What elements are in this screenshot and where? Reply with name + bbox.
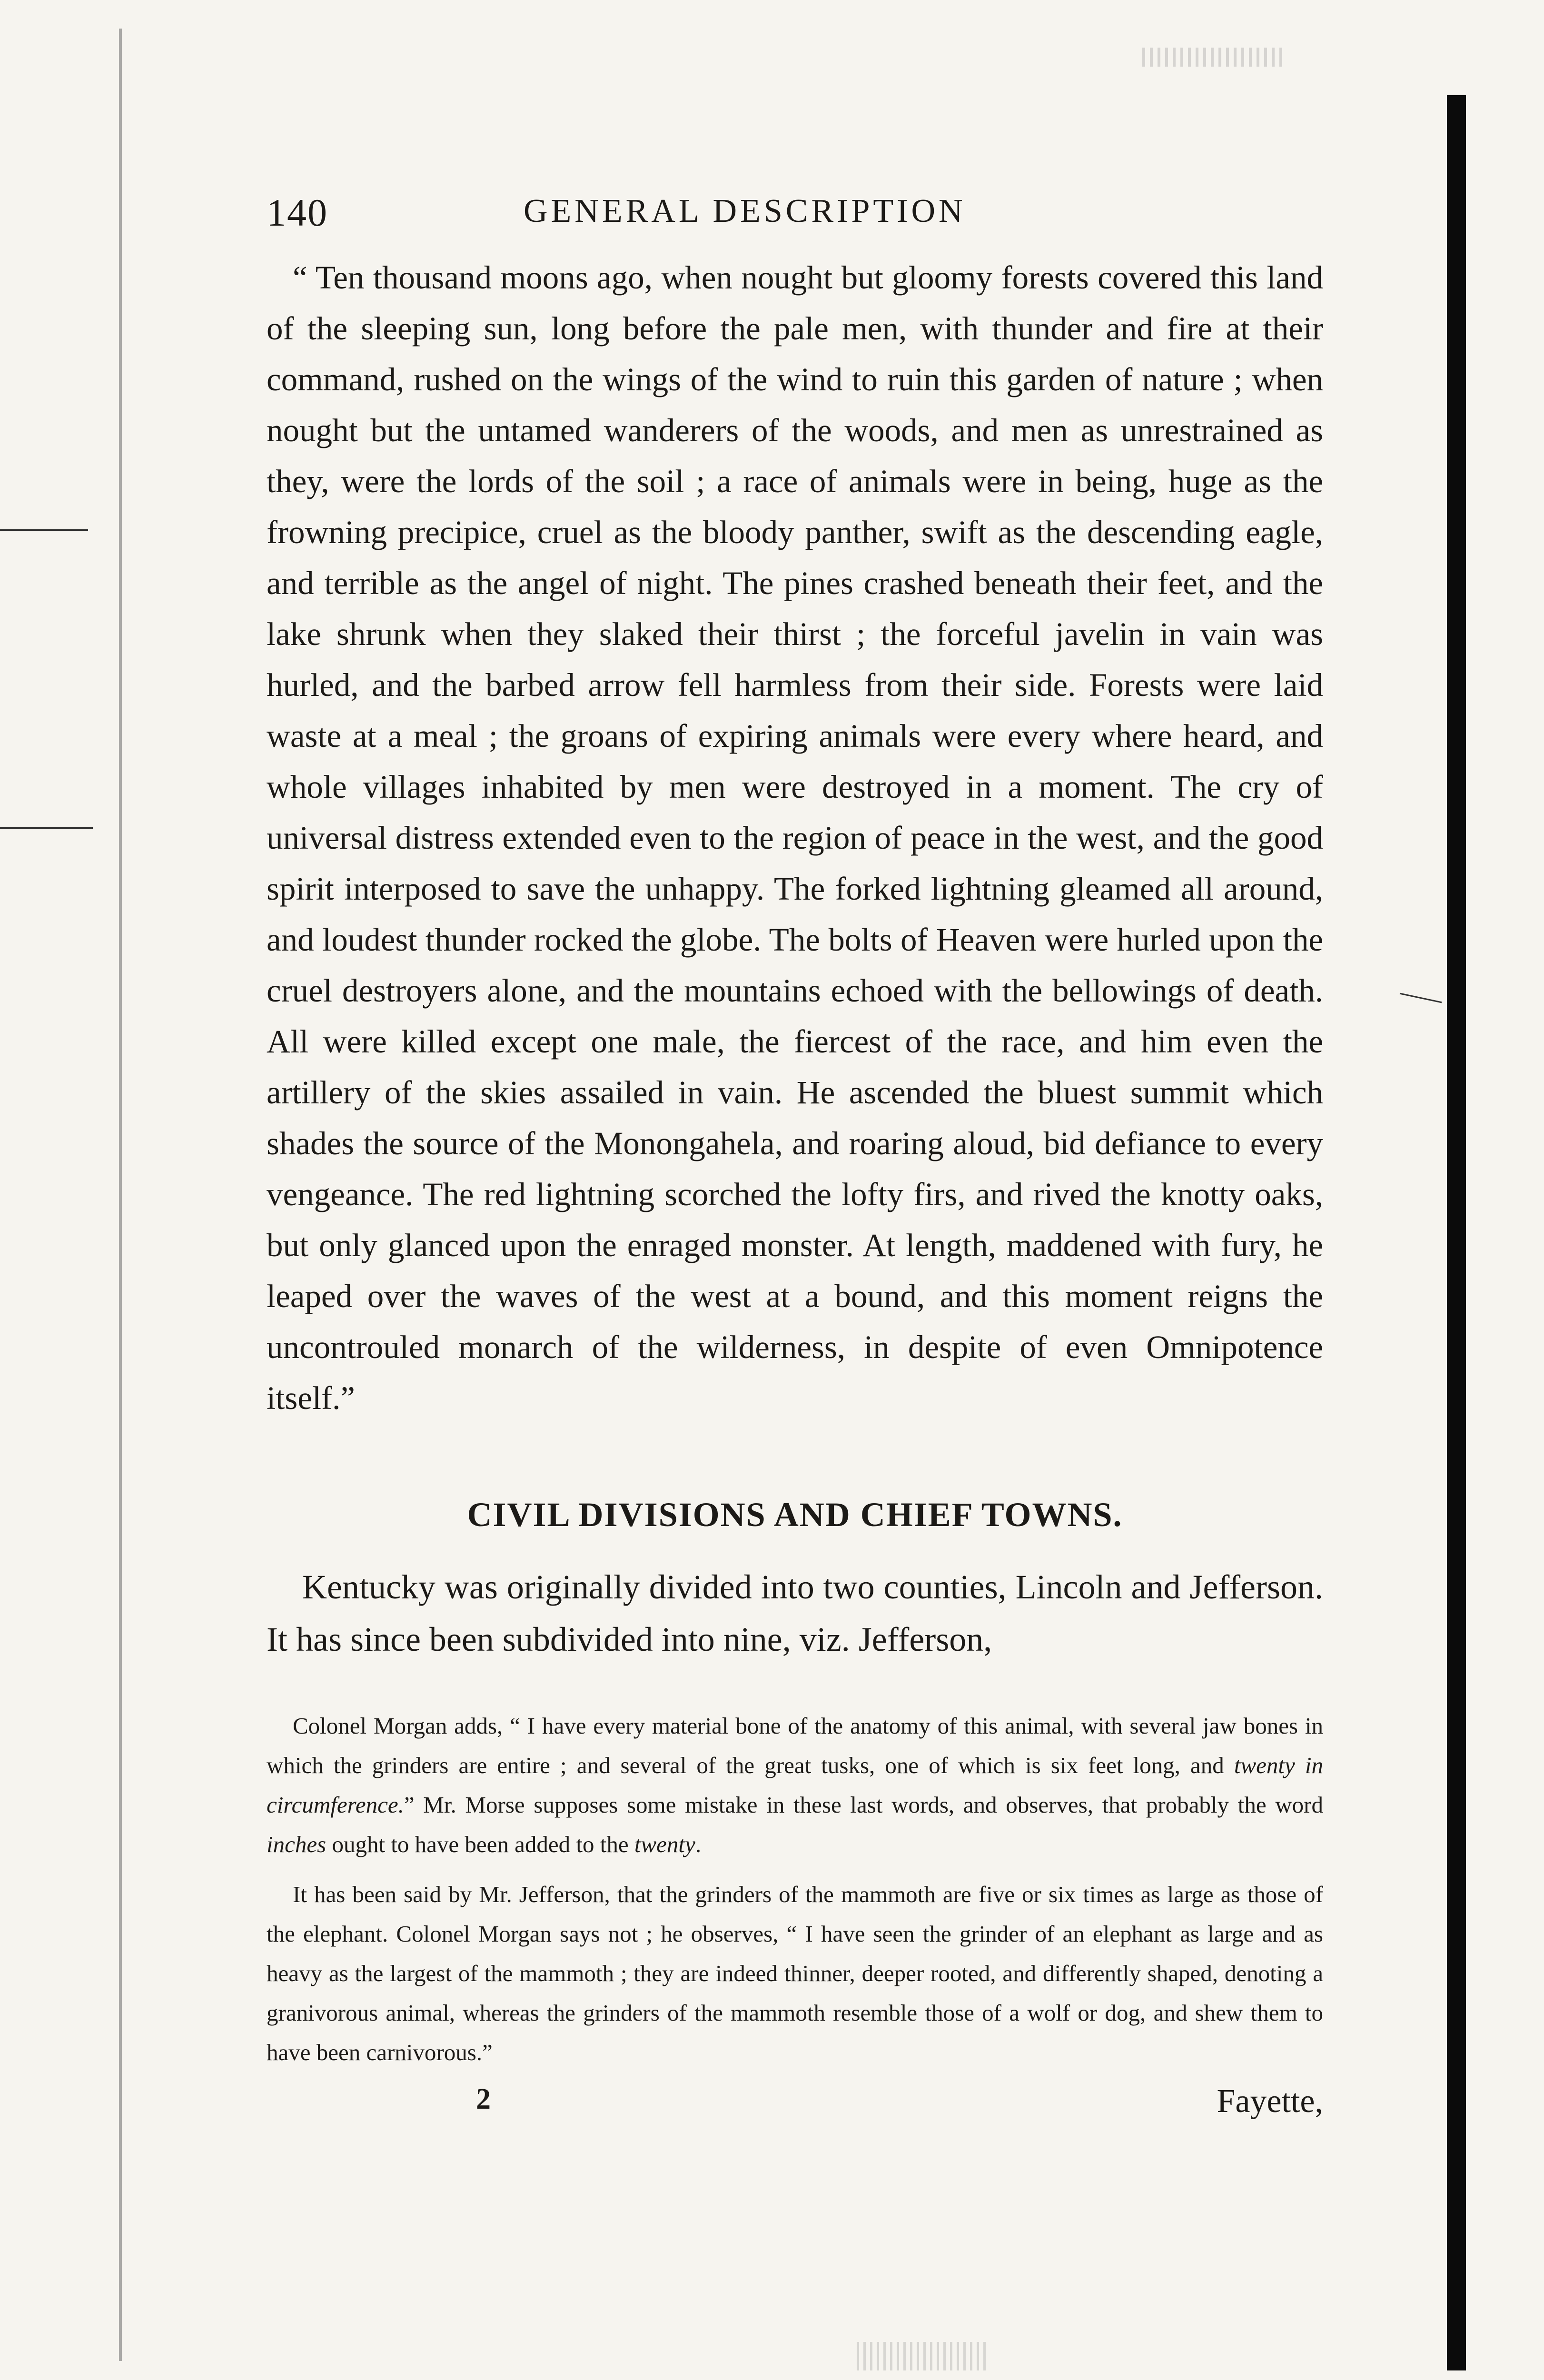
- signature-mark: 2: [476, 2083, 491, 2115]
- margin-rule-mark: [0, 529, 88, 531]
- footnotes: [267, 1706, 1323, 2072]
- section-heading: CIVIL DIVISIONS AND CHIEF TOWNS.: [467, 1496, 1123, 1534]
- page-content: [267, 190, 1323, 2135]
- footnote-italic: twenty: [634, 1831, 695, 1857]
- footnote-morgan: [267, 1706, 1323, 1864]
- footnote-italic: inches: [267, 1831, 327, 1857]
- page-foot: [267, 2082, 1323, 2135]
- footnote-text: .: [695, 1831, 702, 1857]
- footnote-jefferson: It has been said by Mr. Jefferson, that the grinders of the mammoth are five or six times as large as those of the elephant. Colonel Morgan says not ; he observes, “ I have seen the grinder of an elephant as large and as heavy as the largest of the mammoth ; they are indeed thinner, deeper rooted, and differently shaped, denoting a granivorous animal, whereas the grinders of the mammoth resemble those of a wolf or dog, and shew them to have been carnivorous.”: [267, 1881, 1323, 2065]
- margin-rule-mark: [0, 827, 93, 829]
- footnote-text: ” Mr. Morse supposes some mistake in these last words, and observes, that probably the word: [404, 1792, 1323, 1818]
- left-page-edge: [119, 29, 122, 2361]
- page-number: 140: [267, 191, 328, 234]
- running-head: [267, 190, 1323, 243]
- quotation-paragraph: “ Ten thousand moons ago, when nought but gloomy forests covered this land of the sleeping sun, long before the pale men, with thunder and fire at their command, rushed on the wings of the wind to ruin this garden of nature ; when nought but the untamed wanderers of the woods, and men as unrestrained as they, were the lords of the soil ; a race of animals were in being, huge as the frowning precipice, cruel as the bloody panther, swift as the descending eagle, and terrible as the angel of night. The pines crashed beneath their feet, and the lake shrunk when they slaked their thirst ; the forceful javelin in vain was hurled, and the barbed arrow fell harmless from their side. Forests were laid waste at a meal ; the groans of expiring animals were every where heard, and whole villages inhabited by men were destroyed in a moment. The cry of universal distress extended even to the region of peace in the west, and the good spirit interposed to save the unhappy. The forked lightning gleamed all around, and loudest thunder rocked the globe. The bolts of Heaven were hurled upon the cruel destroyers alone, and the mountains echoed with the bellowings of death. All were killed except one male, the fiercest of the race, and him even the artillery of the skies assailed in vain. He ascended the bluest summit which shades the source of the Monongahela, and roaring aloud, bid defiance to every vengeance. The red lightning scorched the lofty firs, and rived the knotty oaks, but only glanced upon the enraged monster. At length, maddened with fury, he leaped over the waves of the west at a bound, and this moment reigns the uncontrouled monarch of the wilderness, in despite of even Omnipotence itself.”: [267, 259, 1323, 1416]
- margin-pen-stroke: [1400, 993, 1442, 1003]
- print-speckle-top: [1142, 48, 1285, 67]
- catchword: Fayette,: [1217, 2083, 1323, 2120]
- footnote-italic: twenty in circumference.: [267, 1752, 1323, 1818]
- right-binding-shadow: [1447, 95, 1466, 2370]
- print-speckle-bottom: [857, 2342, 990, 2370]
- running-head-title: GENERAL DESCRIPTION: [524, 193, 966, 229]
- section-intro-paragraph: Kentucky was originally divided into two counties, Lincoln and Jefferson. It has since been subdivided into nine, viz. Jefferson,: [267, 1568, 1323, 1658]
- footnote-text: ought to have been added to the: [326, 1831, 634, 1857]
- footnote-text: Colonel Morgan adds, “ I have every material bone of the anatomy of this animal, with several jaw bones in which the grinders are entire ; and several of the great tusks, one of which is six feet long, and: [267, 1713, 1323, 1778]
